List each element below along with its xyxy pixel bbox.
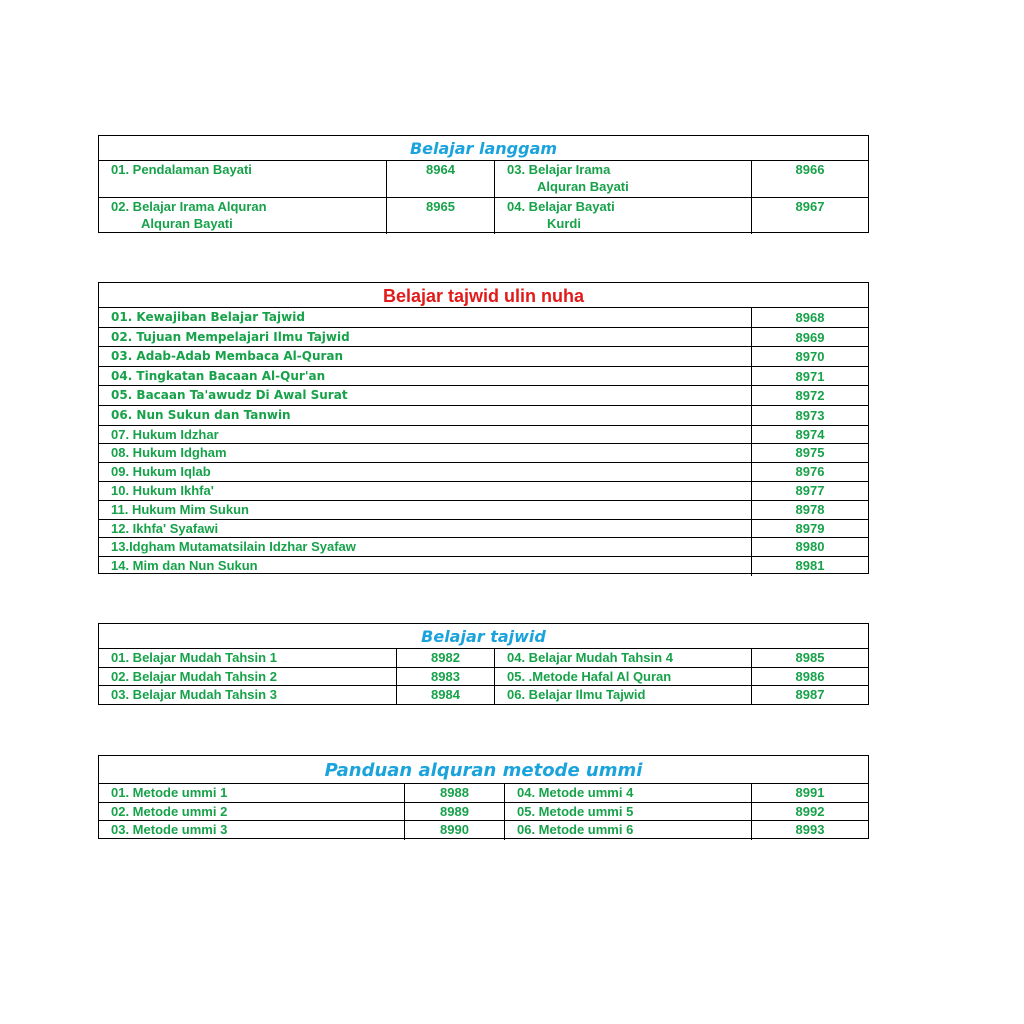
table-belajar-langgam — [98, 135, 869, 233]
item-code: 8980 — [751, 538, 868, 556]
item-label: 10. Hukum Ikhfa' — [111, 482, 214, 498]
table-row — [99, 482, 868, 501]
item-code: 8967 — [751, 198, 868, 234]
item-code: 8986 — [751, 668, 868, 686]
item-label-line: 02. Belajar Irama Alquran — [111, 199, 267, 214]
table-row — [99, 367, 868, 387]
item-label: 03. Metode ummi 3 — [111, 822, 228, 838]
item-label: 14. Mim dan Nun Sukun — [111, 558, 258, 574]
table-row — [99, 520, 868, 539]
table-row — [99, 501, 868, 520]
table-row — [99, 668, 868, 687]
table-row — [99, 803, 868, 822]
table-row — [99, 821, 868, 840]
item-code: 8984 — [396, 686, 494, 705]
item-label: 03. Belajar Mudah Tahsin 3 — [111, 687, 277, 703]
item-code: 8969 — [751, 328, 868, 347]
item-code: 8978 — [751, 501, 868, 519]
item-code: 8975 — [751, 444, 868, 462]
item-label: 13.Idgham Mutamatsilain Idzhar Syafaw — [111, 539, 356, 555]
item-code: 8988 — [404, 784, 504, 802]
item-code: 8966 — [751, 161, 868, 197]
table-row — [99, 386, 868, 406]
item-label-line: Kurdi — [547, 216, 581, 231]
section-title: Belajar langgam — [99, 136, 868, 161]
item-code: 8992 — [751, 803, 868, 821]
item-label: 04. Belajar Mudah Tahsin 4 — [494, 649, 751, 667]
item-label-line: Alquran Bayati — [537, 179, 629, 194]
item-code: 8990 — [404, 821, 504, 840]
table-row — [99, 686, 868, 705]
item-label: 02. Metode ummi 2 — [111, 803, 228, 819]
item-label — [494, 198, 751, 234]
table-row — [99, 198, 868, 234]
table-row — [99, 308, 868, 328]
section-title: Panduan alquran metode ummi — [99, 756, 868, 784]
section-title: Belajar tajwid — [99, 624, 868, 649]
item-label: 12. Ikhfa' Syafawi — [111, 520, 219, 536]
item-label: 07. Hukum Idzhar — [111, 426, 219, 442]
item-label: 02. Tujuan Mempelajari Ilmu Tajwid — [111, 329, 350, 344]
item-label: 11. Hukum Mim Sukun — [111, 501, 249, 517]
item-code: 8976 — [751, 463, 868, 481]
item-label: 05. Metode ummi 5 — [504, 803, 751, 821]
item-code: 8985 — [751, 649, 868, 667]
item-label — [99, 198, 386, 234]
item-label: 09. Hukum Iqlab — [111, 464, 211, 480]
item-code: 8981 — [751, 557, 868, 576]
item-label-line: 01. Pendalaman Bayati — [111, 162, 252, 177]
item-label: 05. .Metode Hafal Al Quran — [494, 668, 751, 686]
table-panduan-alquran-metode-ummi — [98, 755, 869, 839]
item-label: 02. Belajar Mudah Tahsin 2 — [111, 668, 277, 684]
item-code: 8970 — [751, 347, 868, 366]
item-label: 01. Metode ummi 1 — [111, 785, 228, 800]
table-belajar-tajwid-ulin-nuha — [98, 282, 869, 574]
item-code: 8972 — [751, 386, 868, 405]
item-label: 06. Belajar Ilmu Tajwid — [494, 686, 751, 705]
item-code: 8974 — [751, 426, 868, 444]
item-code: 8991 — [751, 784, 868, 802]
item-label — [99, 161, 386, 197]
table-row — [99, 649, 868, 668]
item-label — [494, 161, 751, 197]
item-code: 8979 — [751, 520, 868, 538]
item-code: 8977 — [751, 482, 868, 500]
item-code: 8968 — [751, 308, 868, 327]
item-label: 05. Bacaan Ta'awudz Di Awal Surat — [111, 388, 348, 403]
table-row — [99, 161, 868, 198]
item-label: 03. Adab-Adab Membaca Al-Quran — [111, 349, 344, 364]
item-label-line: 04. Belajar Bayati — [507, 199, 615, 214]
item-label-line: Alquran Bayati — [141, 216, 233, 231]
table-belajar-tajwid — [98, 623, 869, 705]
section-title: Belajar tajwid ulin nuha — [99, 283, 868, 308]
item-code: 8982 — [396, 649, 494, 667]
table-row — [99, 557, 868, 576]
table-row — [99, 538, 868, 557]
table-row — [99, 347, 868, 367]
table-row — [99, 444, 868, 463]
item-label: 06. Metode ummi 6 — [504, 821, 751, 840]
table-row — [99, 784, 868, 803]
item-label: 08. Hukum Idgham — [111, 445, 227, 461]
item-code: 8983 — [396, 668, 494, 686]
item-label: 06. Nun Sukun dan Tanwin — [111, 407, 291, 422]
item-label: 04. Tingkatan Bacaan Al-Qur'an — [111, 368, 326, 383]
item-code: 8993 — [751, 821, 868, 840]
item-label: 04. Metode ummi 4 — [504, 784, 751, 802]
table-row — [99, 406, 868, 426]
item-code: 8971 — [751, 367, 868, 386]
item-label: 01. Kewajiban Belajar Tajwid — [111, 310, 305, 324]
table-row — [99, 426, 868, 445]
table-row — [99, 328, 868, 348]
item-code: 8965 — [386, 198, 494, 234]
table-row — [99, 463, 868, 482]
item-label: 01. Belajar Mudah Tahsin 1 — [111, 650, 277, 665]
item-code: 8973 — [751, 406, 868, 425]
item-code: 8964 — [386, 161, 494, 197]
item-code: 8989 — [404, 803, 504, 821]
item-label-line: 03. Belajar Irama — [507, 162, 611, 177]
item-code: 8987 — [751, 686, 868, 705]
